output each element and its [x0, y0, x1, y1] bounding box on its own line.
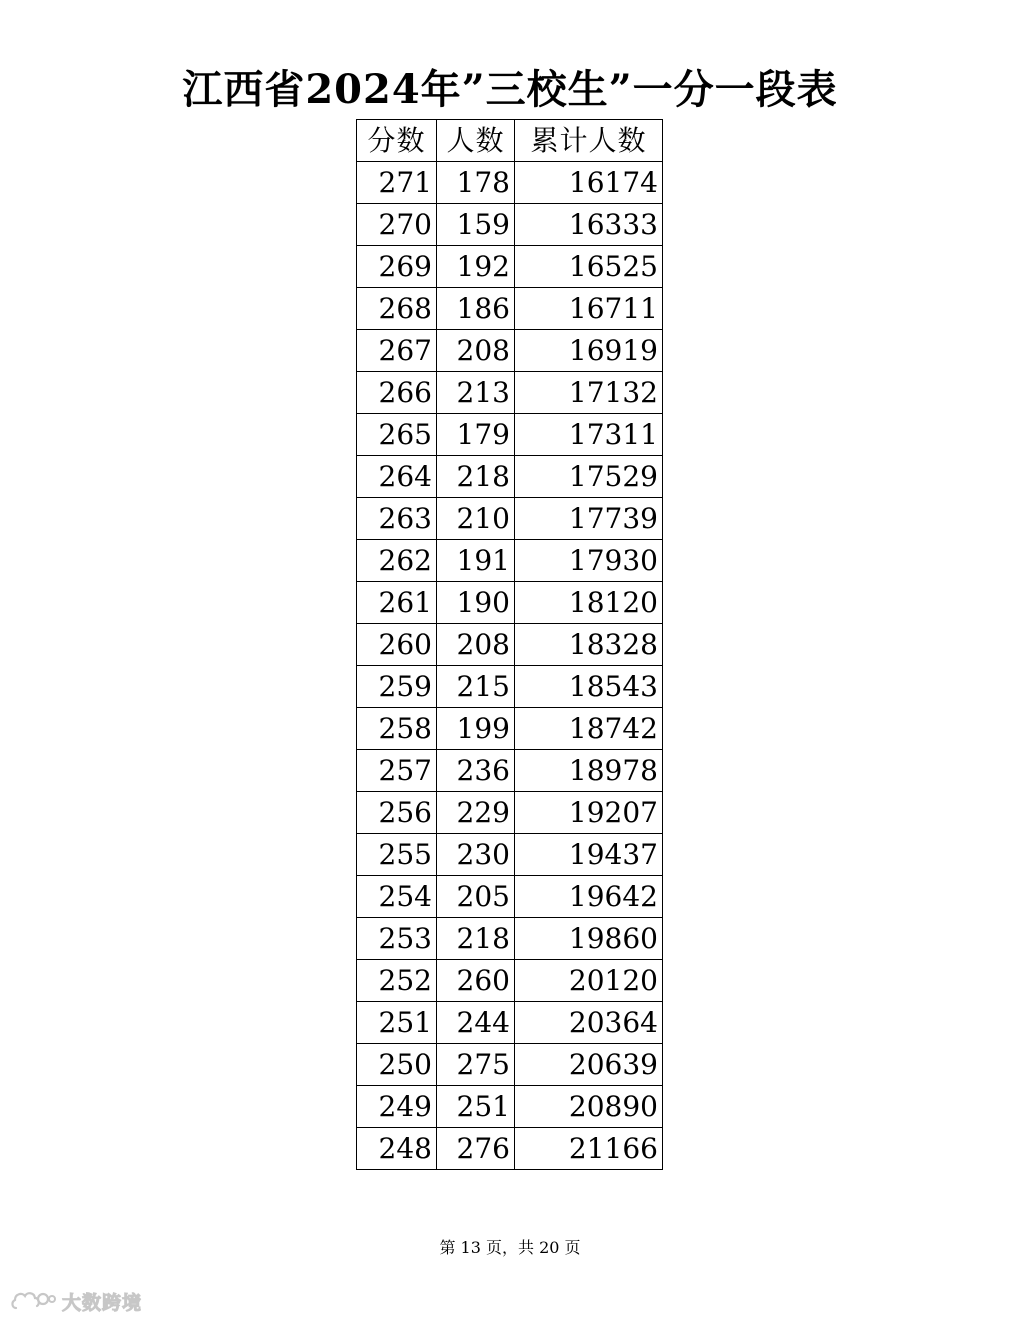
- cell-count: 215: [437, 666, 515, 708]
- cloud-logo-icon: [10, 1288, 56, 1314]
- table-row: [357, 162, 663, 204]
- cell-cumulative: 17311: [515, 414, 663, 456]
- cell-cumulative: 17529: [515, 456, 663, 498]
- cell-count: 244: [437, 1002, 515, 1044]
- cell-cumulative: 19860: [515, 918, 663, 960]
- cell-count: 230: [437, 834, 515, 876]
- table-row: [357, 330, 663, 372]
- cell-count: 190: [437, 582, 515, 624]
- cell-count: 229: [437, 792, 515, 834]
- cell-score: 251: [357, 1002, 437, 1044]
- cell-count: 208: [437, 330, 515, 372]
- cell-score: 270: [357, 204, 437, 246]
- table-row: [357, 582, 663, 624]
- cell-score: 262: [357, 540, 437, 582]
- cell-cumulative: 19642: [515, 876, 663, 918]
- cell-count: 276: [437, 1128, 515, 1170]
- cell-cumulative: 19207: [515, 792, 663, 834]
- table-row: [357, 960, 663, 1002]
- cell-score: 267: [357, 330, 437, 372]
- table-row: [357, 456, 663, 498]
- table-row: [357, 1086, 663, 1128]
- cell-count: 192: [437, 246, 515, 288]
- table-row: [357, 204, 663, 246]
- cell-score: 271: [357, 162, 437, 204]
- cell-cumulative: 18742: [515, 708, 663, 750]
- cell-count: 236: [437, 750, 515, 792]
- watermark-text: 大数跨境: [62, 1291, 143, 1314]
- cell-count: 251: [437, 1086, 515, 1128]
- cell-score: 265: [357, 414, 437, 456]
- cell-cumulative: 21166: [515, 1128, 663, 1170]
- cell-count: 218: [437, 918, 515, 960]
- table-row: [357, 414, 663, 456]
- cell-cumulative: 16333: [515, 204, 663, 246]
- cell-score: 248: [357, 1128, 437, 1170]
- cell-score: 263: [357, 498, 437, 540]
- cell-cumulative: 20120: [515, 960, 663, 1002]
- table-row: [357, 288, 663, 330]
- cell-cumulative: 20890: [515, 1086, 663, 1128]
- cell-score: 259: [357, 666, 437, 708]
- cell-cumulative: 18328: [515, 624, 663, 666]
- table-row: [357, 876, 663, 918]
- page-title: 江西省2024年”三校生”一分一段表: [182, 66, 838, 113]
- cell-cumulative: 16919: [515, 330, 663, 372]
- table-row: [357, 372, 663, 414]
- cell-score: 261: [357, 582, 437, 624]
- cell-score: 255: [357, 834, 437, 876]
- cell-cumulative: 16174: [515, 162, 663, 204]
- cell-score: 256: [357, 792, 437, 834]
- cell-count: 191: [437, 540, 515, 582]
- cell-score: 250: [357, 1044, 437, 1086]
- cell-count: 218: [437, 456, 515, 498]
- cell-score: 254: [357, 876, 437, 918]
- cell-count: 199: [437, 708, 515, 750]
- table-row: [357, 540, 663, 582]
- cell-score: 253: [357, 918, 437, 960]
- table-row: [357, 498, 663, 540]
- table-header-row: [357, 120, 663, 162]
- cell-cumulative: 17739: [515, 498, 663, 540]
- cell-cumulative: 18543: [515, 666, 663, 708]
- cell-count: 186: [437, 288, 515, 330]
- page-number-footer: 第 13 页，共 20 页: [439, 1238, 581, 1257]
- cell-cumulative: 16525: [515, 246, 663, 288]
- column-header-count: 人数: [437, 120, 515, 162]
- table-row: [357, 1002, 663, 1044]
- table-row: [357, 750, 663, 792]
- cell-cumulative: 18120: [515, 582, 663, 624]
- column-header-cumulative: 累计人数: [515, 120, 663, 162]
- watermark: [10, 1287, 142, 1315]
- cell-score: 264: [357, 456, 437, 498]
- cell-cumulative: 16711: [515, 288, 663, 330]
- table-row: [357, 624, 663, 666]
- cell-score: 249: [357, 1086, 437, 1128]
- table-row: [357, 1128, 663, 1170]
- table-row: [357, 708, 663, 750]
- cell-score: 258: [357, 708, 437, 750]
- cell-count: 210: [437, 498, 515, 540]
- cell-score: 268: [357, 288, 437, 330]
- cell-score: 269: [357, 246, 437, 288]
- cell-count: 260: [437, 960, 515, 1002]
- table-row: [357, 246, 663, 288]
- score-distribution-table: [356, 119, 663, 1170]
- cell-score: 260: [357, 624, 437, 666]
- cell-score: 266: [357, 372, 437, 414]
- cell-cumulative: 17132: [515, 372, 663, 414]
- table-row: [357, 1044, 663, 1086]
- cell-score: 252: [357, 960, 437, 1002]
- table-row: [357, 918, 663, 960]
- table-row: [357, 666, 663, 708]
- cell-count: 275: [437, 1044, 515, 1086]
- cell-count: 213: [437, 372, 515, 414]
- cell-cumulative: 18978: [515, 750, 663, 792]
- cell-count: 179: [437, 414, 515, 456]
- table-row: [357, 834, 663, 876]
- column-header-score: 分数: [357, 120, 437, 162]
- cell-score: 257: [357, 750, 437, 792]
- cell-count: 208: [437, 624, 515, 666]
- table-body: [357, 162, 663, 1170]
- cell-cumulative: 20639: [515, 1044, 663, 1086]
- cell-cumulative: 20364: [515, 1002, 663, 1044]
- cell-cumulative: 19437: [515, 834, 663, 876]
- table-row: [357, 792, 663, 834]
- cell-count: 178: [437, 162, 515, 204]
- cell-count: 159: [437, 204, 515, 246]
- cell-count: 205: [437, 876, 515, 918]
- cell-cumulative: 17930: [515, 540, 663, 582]
